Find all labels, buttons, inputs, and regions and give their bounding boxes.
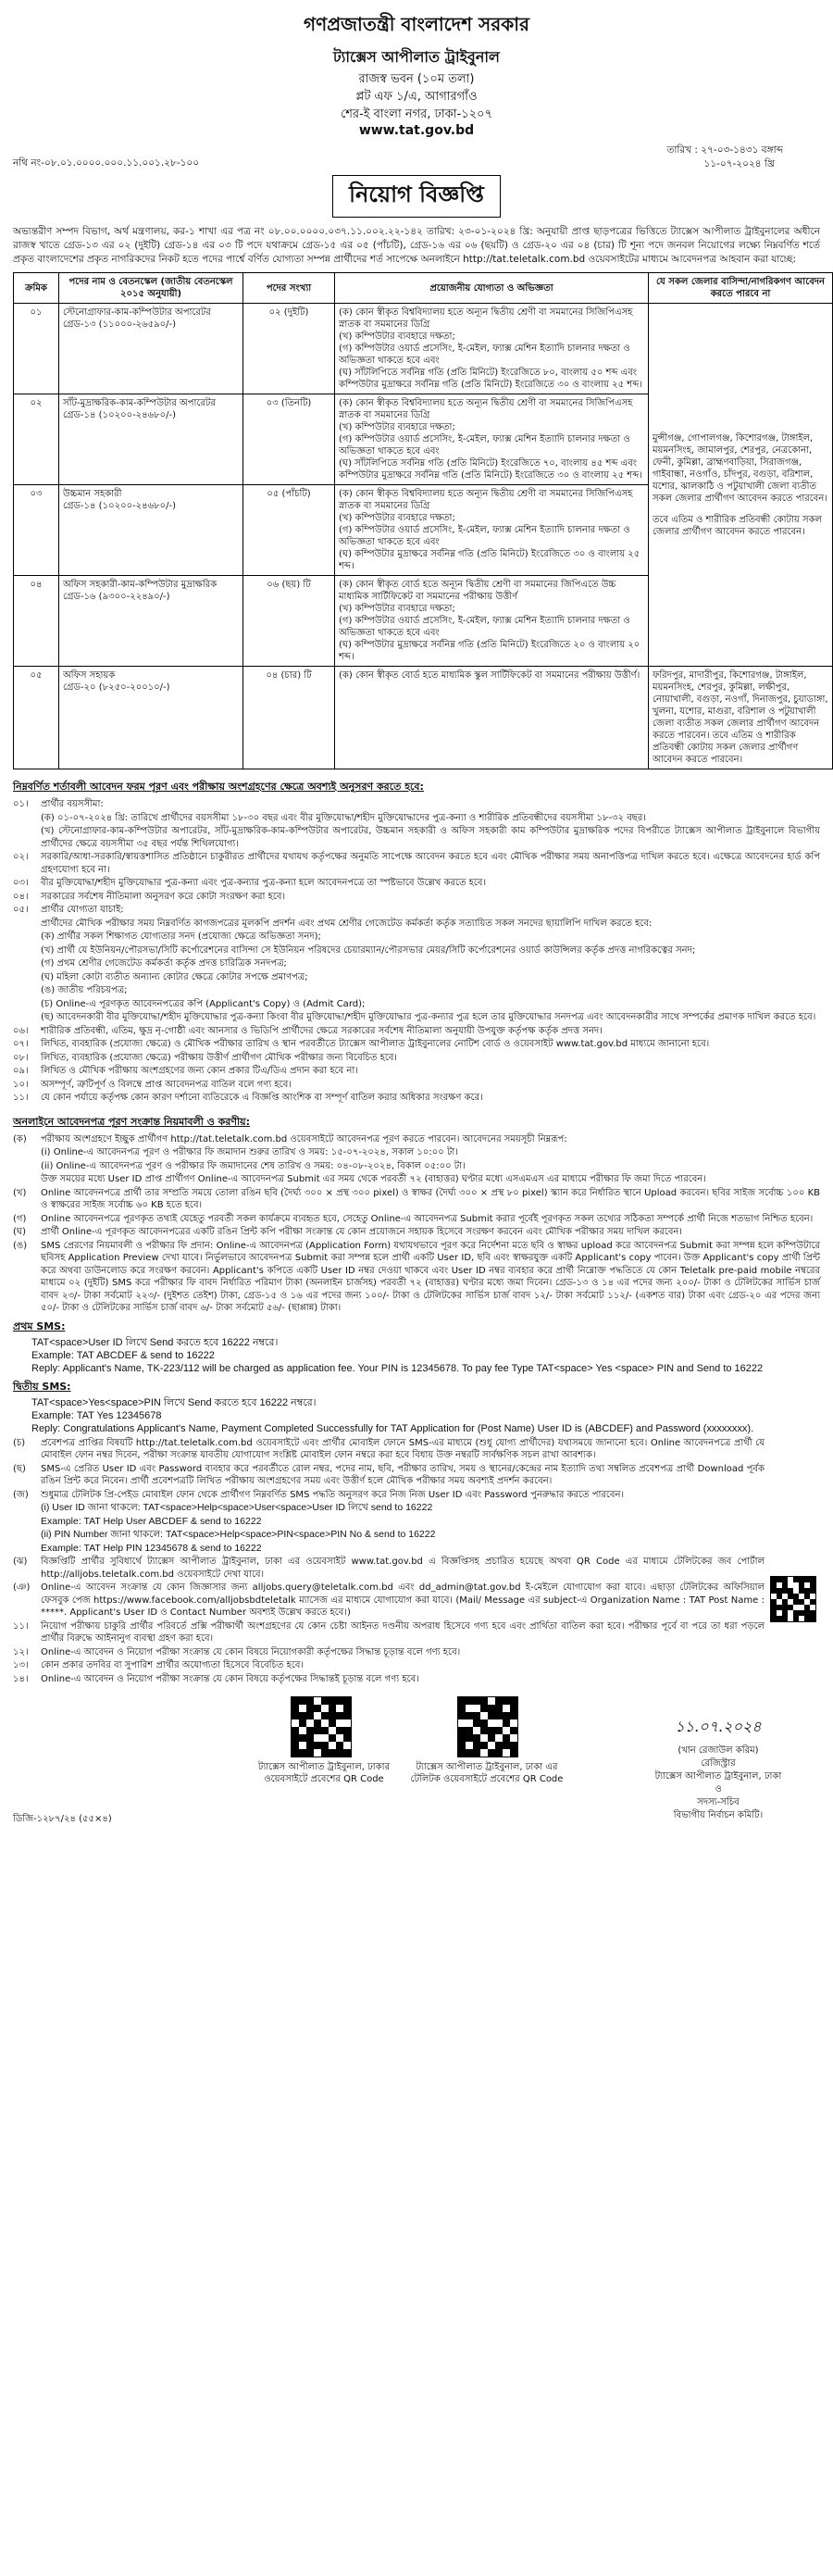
list-item: (i) Online-এ আবেদনপত্র পূরণ ও পরীক্ষার ফি জমাদান শুরুর তারিখ ও সময়: ১৫-০৭-২০২৪, সকাল ১০:০০ টা। — [41, 1147, 458, 1157]
list-item: (ঙ) SMS প্রেরণের নিয়মাবলী ও পরীক্ষার ফি প্রদান: Online-এ আবেদনপত্র (Application Form) যথাযথভাবে পূরণ করে নির্দেশনা মতে ছবি ও স্বাক্ষর upload করে আবেদনপত্র Submit করা সম্পন্ন হলে কম্পিউটারে ছবিসহ Application Preview দেখা যাবে। নির্ভুলভাবে আবেদনপত্র Submit করা সম্পন্ন হলে প্রার্থী একটি User ID, ছবি এবং স্বাক্ষরযুক্ত একটি Applicant's copy পাবেন। উক্ত Applicant's copy প্রার্থী প্রিন্ট করে অথবা ডাউনলোড করে সংরক্ষণ করবেন। Applicant's কপিতে একটি User ID নম্বর দেওয়া থাকবে এবং User ID নম্বর ব্যবহার করে প্রার্থী নিম্নোক্ত পদ্ধতিতে যে কোন Teletalk pre-paid mobile নম্বরের মাধ্যমে ০২ (দুইটি) SMS করে পরীক্ষার ফি বাবদ নির্ধারিত পরিমাণ টাকা (অনলাইন চার্জসহ) পরবর্তী ৭২ (বাহাত্তর) ঘণ্টার মধ্যে জমা দিবেন। গ্রেড-১৩ ও ১৪ এর পদের জন্য ২০০/- টাকা ও টেলিটকের সার্ভিস চার্জ বাবদ ২৩/- টাকা সর্বমোট ২২৩/- (দুইশত তেইশ) টাকা, গ্রেড-১৫ ও ১৬ এর পদের জন্য ১০০/- টাকা ও টেলিটকের সার্ভিস চার্জ বাবদ ১২/- টাকা সর্বমোট ১১২/- (একশত বার) টাকা এবং গ্রেড-২০ এর পদের জন্য ৫০/- টাকা ও টেলিটকের সার্ভিস চার্জ বাবদ ৬/- টাকা সর্বমোট ৫৬/- (ছাপ্পান্ন) টাকা। — [13, 1240, 820, 1313]
row-qualification — [335, 576, 649, 667]
list-item: (খ) স্টেনোগ্রাফার-কাম-কম্পিউটার অপারেটর, সাঁট-মুদ্রাক্ষরিক-কাম-কম্পিউটার অপারেটর, উচ্চমান সহকারী ও অফিস সহকারী কাম কম্পিউটার মুদ্রাক্ষরিক পদের বিপরীতে ট্যাক্সেস আপীলাত ট্রাইবুনালে বিভাগীয় প্রার্থীদের ক্ষেত্রে বয়সসীমা ৩৫ বছর পর্যন্ত শিথিলযোগ্য। — [41, 826, 820, 849]
address-line-3: শের-ই বাংলা নগর, ঢাকা-১২০৭ — [340, 107, 493, 121]
list-item: (ছ) SMS-এ প্রেরিত User ID এবং Password ব্যবহার করে পরবর্তীতে রোল নম্বর, পদের নাম, ছবি, পরীক্ষার তারিখ, সময় ও স্থানের/কেন্দ্রের নাম ইত্যাদি তথ্য সম্বলিত প্রবেশপত্র প্রার্থী Download পূর্বক রঙিন প্রিন্ট করে নিবেন। প্রার্থী প্রবেশপত্রটি লিখিত পরীক্ষায় অংশগ্রহণের সময় এবং উত্তীর্ণ হলে মৌখিক পরীক্ষার সময় অবশ্যই প্রদর্শন করবেন। — [13, 1463, 765, 1486]
row-serial: ০৩ — [14, 485, 59, 576]
date-bangla: ২৭-০৩-১৪৩১ বঙ্গাব্দ — [701, 144, 783, 156]
list-item: (ছ) আবেদনকারী বীর মুক্তিযোদ্ধা/শহীদ মুক্তিযোদ্ধার পুত্র-কন্যা কিংবা বীর মুক্তিযোদ্ধা/শহীদ মুক্তিযোদ্ধার পুত্র-কন্যার পুত্র হলে তার মুক্তিযোদ্ধার সনদপত্র এবং আবেদনকারীর সাথে সম্পর্কের প্রমাণক দাখিল করতে হবে। — [41, 1012, 816, 1022]
second-sms-example: Example: TAT Yes 12345678 — [31, 1409, 162, 1421]
list-item: ১০। অসম্পূর্ণ, ত্রুটিপূর্ণ ও বিলম্বে প্রাপ্ত আবেদনপত্র বাতিল বলে গণ্য হবে। — [13, 1079, 292, 1090]
districts-text: ফরিদপুর, মাদারীপুর, কিশোরগঞ্জ, টাঙ্গাইল, ময়মনসিংহ, শেরপুর, কুমিল্লা, লক্ষীপুর, নোয়াখালী, বগুড়া, নওগাঁ, দিনাজপুর, চুয়াডাঙ্গা, খুলনা, যশোর, মাগুরা, বরিশাল ও পটুয়াখালী জেলা ব্যতীত সকল জেলার প্রার্থীগণ আবেদন করতে পারবেন। তবে এতিম ও শারীরিক প্রতিবন্ধী কোটায় সকল জেলার প্রার্থীগণ আবেদন করতে পারবেন। — [653, 670, 828, 765]
post-name: স্টেনোগ্রাফার-কাম-কম্পিউটার অপারেটর — [63, 307, 211, 318]
post-scale: গ্রেড-১৪ (১০২০০-২৪৬৮০/-) — [63, 501, 177, 511]
post-scale: গ্রেড-১৪ (১০২০০-২৪৬৮০/-) — [63, 410, 177, 420]
list-item: (খ) Online আবেদনপত্রে প্রার্থী তার সম্প্রতি সময়ে তোলা রঙিন ছবি (দৈর্ঘ্য ৩০০ × প্রস্থ ৩০০ pixel) ও স্বাক্ষর (দৈর্ঘ্য ৩০০ × প্রস্থ ৮০ pixel) স্ক্যান করে নির্ধারিত স্থানে Upload করবেন। ছবির সাইজ সর্বোচ্চ ১০০ KB ও স্বাক্ষরের সাইজ সর্বোচ্চ ৬০ KB হতে হবে। — [13, 1187, 820, 1210]
qual-line: (গ) কম্পিউটার ওয়ার্ড প্রসেসিং, ই-মেইল, ফ্যাক্স মেশিন ইত্যাদি চালনার দক্ষতা ও অভিজ্ঞতা থাকতে হবে এবং — [339, 434, 630, 456]
list-item: ০৭। লিখিত, ব্যবহারিক (প্রযোজ্য ক্ষেত্রে) ও মৌখিক পরীক্ষার তারিখ ও স্থান পরবর্তীতে ট্যাক্সেস আপীলাত ট্রাইবুনালের নোটিশ বোর্ড ও ওয়েবসাইট www.tat.gov.bd মাধ্যমে জানানো হবে। — [13, 1039, 710, 1049]
footer — [13, 1693, 820, 1832]
col-serial: ক্রমিক — [14, 273, 59, 304]
row-post — [59, 576, 243, 667]
row-districts — [649, 667, 833, 769]
website-link[interactable]: www.tat.gov.bd — [358, 123, 475, 138]
list-item: ১২। Online-এ আবেদন ও নিয়োগ পরীক্ষা সংক্রান্ত যে কোন বিষয়ে নিয়োগকারী কর্তৃপক্ষের সিদ্ধান্ত চূড়ান্ত বলে গণ্য হবে। — [13, 1646, 461, 1657]
sms-section — [13, 1319, 820, 1435]
row-districts — [649, 304, 833, 667]
gov-title: গণপ্রজাতন্ত্রী বাংলাদেশ সরকার — [304, 13, 529, 35]
row-post — [59, 394, 243, 485]
row-count: ০২ (দুইটি) — [243, 304, 335, 394]
list-item: (ii) PIN Number জানা থাকলে: TAT<space>Help<space>PIN<space>PIN No & send to 16222 — [41, 1529, 436, 1540]
row-qualification — [335, 304, 649, 394]
qr-label-teletalk: ট্যাক্সেস আপীলাত ট্রাইবুনাল, ঢাকা এর টেলিটক ওয়েবসাইটে প্রবেশের QR Code — [410, 1762, 564, 1784]
reference-row — [13, 140, 820, 173]
row-post — [59, 485, 243, 576]
qr-label-website: ট্যাক্সেস আপীলাত ট্রাইবুনাল, ঢাকার ওয়েবসাইটে প্রবেশের QR Code — [257, 1762, 391, 1784]
row-qualification — [335, 485, 649, 576]
list-item: Example: TAT Help PIN 12345678 & send to 16222 — [41, 1542, 262, 1554]
post-scale: গ্রেড-১৬ (৯৩০০-২২৪৯০/-) — [63, 592, 170, 602]
row-qualification — [335, 667, 649, 769]
first-sms-heading: প্রথম SMS: — [13, 1319, 66, 1332]
signatory-name: (খান রেজাউল করিম) — [678, 1745, 759, 1756]
col-post-name: পদের নাম ও বেতনস্কেল (জাতীয় বেতনস্কেল ২০১৫ অনুযায়ী) — [59, 273, 243, 304]
first-sms-reply: Reply: Applicant's Name, TK-223/112 will be charged as application fee. Your PIN is 12345678. To pay fee Type TAT<space> Yes <space> PIN and Send to 16222 — [31, 1362, 764, 1374]
list-item: ০৬। শারীরিক প্রতিবন্ধী, এতিম, ক্ষুদ্র নৃ-গোষ্ঠী এবং আনসার ও ভিডিপি প্রার্থীদের ক্ষেত্রে সরকারের সর্বশেষ নীতিমালা অনুযায়ী উপযুক্ত কর্তৃপক্ষ কর্তৃক প্রদত্ত সনদ। — [13, 1025, 603, 1036]
list-item: (জ) শুধুমাত্র টেলিটক প্রি-পেইড মোবাইল ফোন থেকে প্রার্থীগণ নিম্নবর্ণিত SMS পদ্ধতি অনুসরণ করে নিজ নিজ User ID এবং Password পুনরুদ্ধার করতে পারবেন। — [13, 1489, 625, 1500]
list-item: ০৫। প্রার্থীর যোগ্যতা যাচাই: — [13, 905, 124, 915]
list-item: ১১। নিয়োগ পরীক্ষায় চাকুরি প্রার্থীর পরিবর্তে প্রক্সি পরীক্ষার্থী অংশগ্রহণের যে কোন চেষ্টা আইনত দণ্ডনীয় অপরাধ হিসেবে গণ্য হবে এবং প্রার্থিতা বাতিল করা হবে। পরীক্ষার পূর্বে বা পরে তা ধরা পড়লে প্রার্থীর বিরুদ্ধে আইনানুগ ব্যবস্থা গ্রহণ করা হবে। — [13, 1620, 765, 1644]
signatory-role-1: ও — [715, 1784, 722, 1794]
list-item: ১৪। Online-এ আবেদন ও নিয়োগ পরীক্ষা সংক্রান্ত যে কোন বিষয়ে কর্তৃপক্ষের সিদ্ধান্তই চূড়ান্ত বলে গণ্য হবে। — [13, 1673, 419, 1684]
list-item: (খ) প্রার্থী যে ইউনিয়ন/পৌরসভা/সিটি কর্পোরেশনের বাসিন্দা সে ইউনিয়ন পরিষদের চেয়ারম্যান/পৌরসভার মেয়র/সিটি কর্পোরেশনের ওয়ার্ড কাউন্সিলর কর্তৃক প্রদত্ত নাগরিকত্বের সনদ; — [41, 944, 696, 956]
signatory-role-2: সদস্য-সচিব — [697, 1797, 740, 1807]
intro-paragraph: অভ্যন্তরীণ সম্পদ বিভাগ, অর্থ মন্ত্রণালয়, কর-১ শাখা এর পত্র নং ০৮.০০.০০০০.০৩৭.১১.০০২.২২-১৪২ তারিখ: ২৩-০১-২০২৪ খ্রি: অনুযায়ী প্রাপ্ত ছাড়পত্রের ভিত্তিতে ট্যাক্সেস আপীলাত ট্রাইবুনালের অধীনে রাজস্ব খাতে গ্রেড-১৩ এর ০২ (দুইটি) গ্রেড-১৪ এর ০৩ টি পদে যথাক্রমে গ্রেড-১৫ এর ০৫ (পাঁচটি), গ্রেড-১৬ এর ০৬ (ছয়টি) ও গ্রেড-২০ এর ০৪ (চার) টি শূন্য পদে জনবল নিয়োগের লক্ষ্যে নিম্নবর্ণিত শর্তে প্রকৃত বাংলাদেশের প্রকৃত নাগরিকদের নিকট হতে পদের পার্শ্বে বর্ণিত যোগ্যতা সম্পন্ন প্রার্থীদের শর্ত সাপেক্ষে অনলাইনে http://tat.teletalk.com.bd ওয়েবসাইটের মাধ্যমে আবেদনপত্র আহবান করা যাচ্ছে: — [13, 226, 820, 265]
list-item: Example: TAT Help User ABCDEF & send to 16222 — [41, 1515, 262, 1527]
notice-title: নিয়োগ বিজ্ঞপ্তি — [332, 175, 501, 218]
list-item: প্রার্থীদের মৌখিক পরীক্ষার সময় নিম্নবর্ণিত কাগজপত্রের মূলকপি প্রদর্শন এবং প্রথম শ্রেণীর গেজেটেড কর্মকর্তা কর্তৃক সত্যায়িত সকল সনদের ছায়ালিপি দাখিল করতে হবে: — [41, 918, 653, 929]
qr-code-icon[interactable] — [291, 1696, 352, 1757]
dfp-code: ডিজি-১২৮৭/২৪ (৫৫×৪) — [13, 1814, 112, 1824]
post-name: সাঁট-মুদ্রাক্ষরিক-কাম-কম্পিউটার অপারেটর — [63, 398, 216, 408]
first-sms-example: Example: TAT ABCDEF & send to 16222 — [31, 1349, 215, 1361]
qual-line: (ক) কোন স্বীকৃত বিশ্ববিদ্যালয় হতে অন্যূন দ্বিতীয় শ্রেণী বা সমমানের সিজিপিএসহ স্নাতক বা সমমানের ডিগ্রি — [339, 307, 633, 330]
row-serial: ০২ — [14, 394, 59, 485]
second-sms-heading: দ্বিতীয় SMS: — [13, 1380, 71, 1393]
table-header-row — [14, 273, 833, 304]
conditions-heading: নিম্নবর্ণিত শর্তাবলী আবেদন ফরম পূরণ এবং পরীক্ষায় অংশগ্রহণের ক্ষেত্রে অবশ্যই অনুসরণ করতে হবে: — [13, 781, 424, 793]
list-item: (গ) প্রথম শ্রেণীর গেজেটেড কর্মকর্তা কর্তৃক প্রদত্ত চারিত্রিক সনদপত্র; — [41, 958, 287, 969]
list-item: ১৩। কোন প্রকার তদবির বা সুপারিশ প্রার্থীর অযোগ্যতা হিসেবে বিবেচিত হবে। — [13, 1660, 305, 1670]
qual-line: (ক) কোন স্বীকৃত বিশ্ববিদ্যালয় হতে অন্যূন দ্বিতীয় শ্রেণী বা সমমানের সিজিপিএসহ স্নাতক বা সমমানের ডিগ্রি — [339, 398, 633, 420]
date-english: ১১-০৭-২০২৪ খ্রি — [703, 158, 775, 169]
qual-line: (খ) কম্পিউটার ব্যবহারে দক্ষতা; — [339, 422, 455, 432]
notice-page — [13, 0, 828, 1832]
address-line-1: রাজস্ব ভবন (১০ম তলা) — [358, 72, 475, 86]
post-scale: গ্রেড-১৩ (১১০০০-২৬৫৯০/-) — [63, 319, 177, 330]
list-item: (i) User ID জানা থাকলে: TAT<space>Help<space>User<space>User ID লিখে send to 16222 — [41, 1502, 433, 1513]
memo-number: নথি নং-০৮.০১.০০০০.০০০.১১.০০১.২৮-১০০ — [13, 157, 200, 169]
signatory-role-3: বিভাগীয় নির্বাচন কমিটি। — [673, 1810, 764, 1820]
conditions-list — [13, 798, 820, 1105]
post-name: অফিস সহায়ক — [63, 670, 116, 681]
first-sms-format: TAT<space>User ID লিখে Send করতে হবে 16222 নম্বরে। — [31, 1336, 279, 1348]
qual-line: (গ) কম্পিউটার ওয়ার্ড প্রসেসিং, ই-মেইল, ফ্যাক্স মেশিন ইত্যাদি চালনার দক্ষতা ও অভিজ্ঞতা থাকতে হবে এবং — [339, 525, 630, 547]
districts-text: মুন্সীগঞ্জ, গোপালগঞ্জ, কিশোরগঞ্জ, টাঙ্গাইল, ময়মনসিংহ, জামালপুর, শেরপুর, নেত্রকোনা, ফেনী, কুমিল্লা, ব্রাহ্মণবাড়িয়া, সিরাজগঞ্জ, গাইবান্ধা, নওগাঁও, চাঁদপুর, বগুড়া, বরিশাল, যশোর, ঝালকাঠি ও পটুয়াখালী জেলা ব্যতীত সকল জেলার প্রার্থীগণ আবেদন করতে পারবেন। — [653, 432, 827, 504]
signature-block — [626, 1720, 811, 1822]
qual-line: (ক) কোন স্বীকৃত বোর্ড হতে অন্যূন দ্বিতীয় শ্রেণী বা সমমানের জিপিএতে উচ্চ মাধ্যমিক সার্টিফিকেট বা সমমানের পরীক্ষায় উত্তীর্ণ — [339, 580, 616, 602]
signatory-title: রেজিস্ট্রার — [701, 1758, 736, 1769]
qual-line: (ঘ) কম্পিউটার মুদ্রাক্ষরে সর্বনিম্ন গতি (প্রতি মিনিটে) ইংরেজিতে ২০ ও বাংলায় ২০ শব্দ। — [339, 640, 640, 662]
post-scale: গ্রেড-২০ (৮২৫০-২০০১০/-) — [63, 682, 170, 693]
list-item: (ঘ) প্রার্থী Online-এ পূরণকৃত আবেদনপত্রের একটি রঙিন প্রিন্ট কপি পরীক্ষা সংক্রান্ত যে কোন প্রয়োজনে সহায়ক হিসেবে সংরক্ষণ করবেন এবং মৌখিক পরীক্ষার সময় দাখিল করবেন। — [13, 1227, 682, 1237]
qual-line: (ক) কোন স্বীকৃত বিশ্ববিদ্যালয় হতে অন্যূন দ্বিতীয় শ্রেণী বা সমমানের সিজিপিএসহ স্নাতক বা সমমানের ডিগ্রি — [339, 489, 633, 511]
list-item: ০৩। বীর মুক্তিযোদ্ধা/শহীদ মুক্তিযোদ্ধার পুত্র-কন্যা এবং পুত্র-কন্যার পুত্র-কন্যা হলে আবেদনপত্রে তা স্পষ্টভাবে উল্লেখ করতে হবে। — [13, 878, 487, 888]
districts-note: তবে এতিম ও শারীরিক প্রতিবন্ধী কোটায় সকল জেলার প্রার্থীগণ আবেদন করতে পারবেন। — [653, 514, 822, 537]
list-item: ০৯। লিখিত ও মৌখিক পরীক্ষায় অংশগ্রহণের জন্য কোন প্রকার টিএ/ডিএ প্রদান করা হবে না। — [13, 1066, 358, 1076]
row-serial: ০৪ — [14, 576, 59, 667]
list-item: ০৮। লিখিত, ব্যবহারিক (প্রযোজ্য ক্ষেত্রে) পরীক্ষায় উত্তীর্ণ প্রার্থীগণ মৌখিক পরীক্ষার জন্য বিবেচিত হবে। — [13, 1052, 397, 1063]
row-count: ০৪ (চার) টি — [243, 667, 335, 769]
row-post — [59, 667, 243, 769]
qual-line: (খ) কম্পিউটার ব্যবহারে দক্ষতা; — [339, 604, 455, 614]
second-sms-reply: Reply: Congratulations Applicant's Name, Payment Completed Successfully for TAT Application for (Post Name) User ID is (ABCDEF) and Password (xxxxxxxx). — [31, 1422, 754, 1434]
later-list — [13, 1437, 820, 1686]
online-list — [13, 1133, 820, 1315]
col-post-count: পদের সংখ্যা — [243, 273, 335, 304]
table-row — [14, 667, 833, 769]
date-label: তারিখ : — [666, 144, 698, 156]
row-post — [59, 304, 243, 394]
date-block — [666, 144, 783, 171]
row-count: ০৬ (ছয়) টি — [243, 576, 335, 667]
list-item: (ক) ০১-০৭-২০২৪ খ্রি: তারিখে প্রার্থীদের বয়সসীমা ১৮-৩০ বছর এবং বীর মুক্তিযোদ্ধা/শহীদ মুক্তিযোদ্ধাদের পুত্র-কন্যা ও শারীরিক প্রতিবন্ধীদের বয়সসীমা ১৮-৩২ বছর। — [41, 812, 646, 823]
list-item: (ঘ) মহিলা কোটা ব্যতীত অন্যান্য কোটার ক্ষেত্রে কোটার সপক্ষে প্রমাণপত্র; — [41, 971, 308, 982]
header — [13, 11, 820, 138]
table-row — [14, 304, 833, 394]
qual-line: (ঘ) কম্পিউটার মুদ্রাক্ষরে সর্বনিম্ন গতি (প্রতি মিনিটে) ইংরেজিতে ৩০ ও বাংলায় ২৫ শব্দ। — [339, 549, 640, 571]
row-qualification — [335, 394, 649, 485]
list-item: ০৪। সরকারের সর্বশেষ নীতিমালা অনুসরণ করে কোটা সংরক্ষণ করা হবে। — [13, 891, 286, 902]
qr-code-icon[interactable] — [770, 1576, 816, 1622]
row-count: ০৩ (তিনটি) — [243, 394, 335, 485]
qr-code-icon[interactable] — [457, 1696, 518, 1757]
list-item: (গ) Online আবেদনপত্রে পূরণকৃত তথ্যই যেহেতু পরবর্তী সকল কার্যক্রমে ব্যবহৃত হবে, সেহেতু Online-এ আবেদনপত্র Submit করার পূর্বেই পূরণকৃত সকল তথ্যের সঠিকতা সম্পর্কে প্রার্থী নিজে শতভাগ নিশ্চিত হবেন। — [13, 1213, 814, 1224]
list-item: (চ) প্রবেশপত্র প্রাপ্তির বিষয়টি http://tat.teletalk.com.bd ওয়েবসাইটে এবং প্রার্থীর মোবাইল ফোনে SMS-এর মাধ্যমে (শুধু যোগ্য প্রার্থীদের) যথাসময়ে জানানো হবে। Online আবেদনপত্রে প্রার্থী যে মোবাইল ফোন নম্বর দিবেন, পরীক্ষা সংক্রান্ত যাবতীয় যোগাযোগ সংশ্লিষ্ট মোবাইল ফোন নম্বরে করা হবে বিধায় উক্ত নম্বরটি সার্বক্ষণিক সচল রাখা আবশ্যক। — [13, 1437, 765, 1460]
qual-line: (ক) কোন স্বীকৃত বোর্ড হতে মাধ্যমিক স্কুল সার্টিফিকেট বা সমমানের পরীক্ষায় উত্তীর্ণ। — [339, 670, 640, 681]
list-item: (চ) Online-এ পূরণকৃত আবেদনপত্রের কপি (Applicant's Copy) ও (Admit Card); — [41, 998, 366, 1009]
list-item: (ক) প্রার্থীর সকল শিক্ষাগত যোগ্যতার সনদ (প্রযোজ্য ক্ষেত্রে অভিজ্ঞতা সনদ); — [41, 932, 321, 942]
second-sms-format: TAT<space>Yes<space>PIN লিখে Send করতে হবে 16222 নম্বরে। — [31, 1396, 317, 1408]
posts-table — [13, 272, 833, 769]
online-heading: অনলাইনে আবেদনপত্র পূরণ সংক্রান্ত নিয়মাবলী ও করণীয়: — [13, 1115, 251, 1128]
list-item: (ঙ) জাতীয় পরিচয়পত্র; — [41, 985, 128, 995]
list-item: ১১। যে কোন পর্যায়ে কর্তৃপক্ষ কোন কারণ দর্শানো ব্যতিরেকে এ বিজ্ঞপ্তি আংশিক বা সম্পূর্ণ বাতিল করার অধিকার সংরক্ষণ করে। — [13, 1093, 483, 1103]
list-item: (ii) Online-এ আবেদনপত্র পূরণ ও পরীক্ষার ফি জমাদানের শেষ তারিখ ও সময়: ০৪-০৮-২০২৪, বিকাল ০৫:০০ টা। — [41, 1160, 466, 1171]
post-name: উচ্চমান সহকারী — [63, 489, 122, 499]
signature: ১১.০৭.২০২৪ — [675, 1718, 762, 1735]
list-item: ০১। প্রার্থীর বয়সসীমা: — [13, 799, 104, 809]
list-item: (ক) পরীক্ষায় অংশগ্রহণে ইচ্ছুক প্রার্থীগণ http://tat.teletalk.com.bd ওয়েবসাইটে আবেদনপত্র পূরণ করতে পারবেন। আবেদনের সময়সূচী নিম্নরূপ: — [13, 1133, 567, 1144]
qual-line: (গ) কম্পিউটার ওয়ার্ড প্রসেসিং, ই-মেইল, ফ্যাক্স মেশিন ইত্যাদি চালনার দক্ষতা ও অভিজ্ঞতা থাকতে হবে এবং — [339, 616, 630, 638]
qual-line: (ঘ) সাঁটলিপিতে সর্বনিম্ন গতি (প্রতি মিনিটে) ইংরেজিতে ৮০, বাংলায় ৫০ শব্দ এবং কম্পিউটার মুদ্রাক্ষরে সর্বনিম্ন গতি (প্রতি মিনিটে) ইংরেজিতে ৩০ ও বাংলায় ২৫ শব্দ। — [339, 368, 642, 390]
post-name: অফিস সহকারী-কাম-কম্পিউটার মুদ্রাক্ষরিক — [63, 580, 218, 590]
col-qualification: প্রয়োজনীয় যোগ্যতা ও অভিজ্ঞতা — [335, 273, 649, 304]
qual-line: (খ) কম্পিউটার ব্যবহারে দক্ষতা; — [339, 331, 455, 342]
qual-line: (ঘ) সাঁটলিপিতে সর্বনিম্ন গতি (প্রতি মিনিটে) ইংরেজিতে ৭০, বাংলায় ৪৫ শব্দ এবং কম্পিউটার মুদ্রাক্ষরে সর্বনিম্ন গতি (প্রতি মিনিটে) ইংরেজিতে ৩০ ও বাংলায় ২৫ শব্দ। — [339, 458, 642, 481]
address-line-2: প্লট এফ ১/এ, আগারগাঁও — [355, 90, 478, 104]
row-serial: ০৫ — [14, 667, 59, 769]
list-item: (ঞ) Online-এ আবেদন সংক্রান্ত যে কোন জিজ্ঞাসার জন্য alljobs.query@teletalk.com.bd এবং dd_admin@tat.gov.bd ই-মেইলে যোগাযোগ করা যাবে। এছাড়া টেলিটকের অফিসিয়াল ফেসবুক পেজ https://www.facebook.com/alljobsbdteletalk ম্যাসেজ এর মাধ্যমে যোগাযোগ করা যাবে। (Mail/ Message এর subject-এ Organization Name : TAT Post Name : *****. Applicant's User ID ও Contact Number অবশ্যই উল্লেখ করতে হবে।) — [13, 1582, 765, 1618]
signatory-office: ট্যাক্সেস আপীলাত ট্রাইবুনাল, ঢাকা — [654, 1771, 782, 1782]
row-count: ০৫ (পাঁচটি) — [243, 485, 335, 576]
org-title: ট্যাক্সেস আপীলাত ট্রাইবুনাল — [333, 48, 500, 66]
qual-line: (গ) কম্পিউটার ওয়ার্ড প্রসেসিং, ই-মেইল, ফ্যাক্স মেশিন ইত্যাদি চালনার দক্ষতা ও অভিজ্ঞতা থাকতে হবে এবং — [339, 344, 630, 366]
row-serial: ০১ — [14, 304, 59, 394]
list-item: ০২। সরকারি/আধা-সরকারি/স্বায়ত্তশাসিত প্রতিষ্ঠানে চাকুরীরত প্রার্থীদের যথাযথ কর্তৃপক্ষের অনুমতি সাপেক্ষে আবেদন করতে হবে এবং মৌখিক পরীক্ষার সময় অনাপত্তিপত্র দাখিল করতে হবে। এক্ষেত্রে আবেদনের হার্ড কপি গ্রহণযোগ্য হবে না। — [13, 852, 820, 875]
col-districts: যে সকল জেলার বাসিন্দা/নাগরিকগণ আবেদন করতে পারবে না — [649, 273, 833, 304]
list-item: উক্ত সময়ের মধ্যে User ID প্রাপ্ত প্রার্থীগণ Online-এ আবেদনপত্র Submit এর সময় থেকে পরবর্তী ৭২ (বাহাত্তর) ঘণ্টার মধ্যে এসএমএস এর মাধ্যমে পরীক্ষার ফি জমা দিতে পারবেন। — [41, 1174, 706, 1184]
qual-line: (খ) কম্পিউটার ব্যবহারে দক্ষতা; — [339, 513, 455, 523]
list-item: (ঝ) বিজ্ঞপ্তিটি প্রার্থীর সুবিধার্থে ট্যাক্সেস আপীলাত ট্রাইবুনাল, ঢাকা এর ওয়েবসাইট www.tat.gov.bd এ বিজ্ঞপ্তিসহ প্রচারিত হয়েছে অথবা QR Code এর মাধ্যমে টেলিটকের জব পোর্টাল http://alljobs.teletalk.com.bd ওয়েবসাইটে দেখা যাবে। — [13, 1557, 765, 1580]
